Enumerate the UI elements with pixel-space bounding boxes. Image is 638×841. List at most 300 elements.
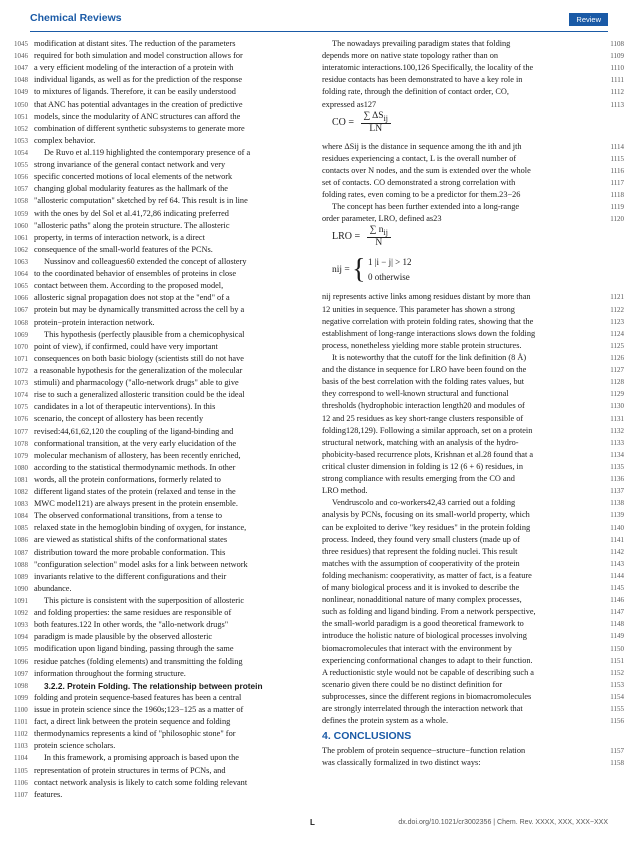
- text-line: [322, 141, 624, 153]
- line-number: 1090: [14, 584, 28, 593]
- line-number: 1109: [610, 52, 624, 61]
- line-number: 1086: [14, 536, 28, 545]
- line-text: set of contacts. CO demonstrated a strong correlation with: [322, 177, 516, 187]
- line-text: In this framework, a promising approach is based upon the: [44, 753, 239, 763]
- text-line: [14, 50, 312, 62]
- text-line: [14, 668, 312, 680]
- line-number: 1063: [14, 257, 28, 266]
- text-line: [322, 522, 624, 534]
- line-number: 1065: [14, 282, 28, 291]
- text-line: [14, 220, 312, 232]
- text-line: [14, 244, 312, 256]
- line-number: 1098: [14, 681, 28, 690]
- text-line: [14, 329, 312, 341]
- line-number: 1143: [610, 559, 624, 568]
- line-text: where ΔSij is the distance in sequence among the ith and jth: [322, 141, 522, 151]
- line-number: 1072: [14, 366, 28, 375]
- line-text: features.: [34, 789, 63, 799]
- line-text: This hypothesis (perfectly plausible from a chemicophysical: [44, 329, 245, 339]
- line-number: 1068: [14, 318, 28, 327]
- text-line: [14, 135, 312, 147]
- text-line: [322, 461, 624, 473]
- line-text: stimuli) and pharmacology ("allo-network drugs" able to give: [34, 378, 239, 388]
- line-text: consequences on both basic biology (scientists still do not have: [34, 353, 244, 363]
- line-text: contact between them. According to the proposed model,: [34, 281, 224, 291]
- text-line: [14, 377, 312, 389]
- line-text: folding rate, through the definition of contact order, CO,: [322, 87, 509, 97]
- line-text: consequence of the small-world features of the PCNs.: [34, 244, 213, 254]
- line-number: 1087: [14, 548, 28, 557]
- text-line: [322, 437, 624, 449]
- line-text: The concept has been further extended into a long-range: [332, 202, 520, 212]
- text-line: [322, 606, 624, 618]
- text-line: [14, 341, 312, 353]
- line-number: 1157: [610, 747, 624, 756]
- text-line: [14, 522, 312, 534]
- text-line: [322, 400, 624, 412]
- line-text: changing global modularity features as the hallmark of the: [34, 184, 228, 194]
- eq-co-lhs: CO =: [332, 116, 355, 128]
- text-line: [14, 111, 312, 123]
- line-text: folding mechanism: cooperativity, as matter of fact, is a feature: [322, 570, 532, 580]
- line-text: A reductionistic style would not be capable of describing such a: [322, 667, 534, 677]
- line-number: 1146: [610, 596, 624, 605]
- line-text: introduce the holistic nature of biological processes involving: [322, 631, 527, 641]
- line-text: they correspond to well-known structural and functional: [322, 389, 509, 399]
- line-number: 1091: [14, 597, 28, 606]
- line-number: 1137: [610, 487, 624, 496]
- line-text: of many biological process and it is invoked to describe the: [322, 583, 520, 593]
- text-line: [14, 389, 312, 401]
- text-line: [14, 195, 312, 207]
- eq-nij-case-1: 1 |i − j| > 12: [367, 257, 412, 268]
- section-heading-conclusions: 4. CONCLUSIONS: [322, 730, 412, 743]
- line-text: models, since the modularity of ANC structures can afford the: [34, 111, 241, 121]
- line-number: 1057: [14, 185, 28, 194]
- line-text: complex behavior.: [34, 135, 96, 145]
- eq-nij-lhs: nij =: [332, 265, 350, 276]
- line-number: 1115: [610, 154, 624, 163]
- line-number: 1125: [610, 341, 624, 350]
- text-line: [322, 679, 624, 691]
- line-number: 1076: [14, 415, 28, 424]
- text-line: [322, 643, 624, 655]
- line-text: was classically formalized in two distinct ways:: [322, 758, 481, 768]
- line-text: paradigm is made plausible by the observed allosteric: [34, 632, 213, 642]
- right-column: [322, 38, 624, 770]
- line-number: 1156: [610, 717, 624, 726]
- line-text: defines the protein system as a whole.: [322, 716, 449, 726]
- line-number: 1075: [14, 403, 28, 412]
- line-text: basis of the best correlation with the folding rates values, but: [322, 377, 525, 387]
- line-text: LRO method.: [322, 486, 368, 496]
- text-line: [322, 86, 624, 98]
- text-line: [322, 352, 624, 364]
- text-line: [322, 340, 624, 352]
- text-line: [14, 534, 312, 546]
- text-line: [322, 534, 624, 546]
- article-type-badge: Review: [569, 13, 608, 26]
- line-text: thresholds (hydrophobic interaction length20 and modules of: [322, 401, 525, 411]
- line-number: 1074: [14, 391, 28, 400]
- line-number: 1053: [14, 136, 28, 145]
- text-line: [14, 159, 312, 171]
- line-number: 1155: [610, 705, 624, 714]
- line-text: folding rates, even coming to be a predictor for them.23−26: [322, 190, 521, 200]
- line-number: 1151: [610, 656, 624, 665]
- line-number: 1138: [610, 499, 624, 508]
- text-line: [322, 691, 624, 703]
- text-line: [322, 213, 624, 225]
- line-text: folding128,129). Following a similar approach, set on a protein: [322, 425, 533, 435]
- text-line: [14, 462, 312, 474]
- line-number: 1110: [610, 64, 624, 73]
- line-number: 1118: [610, 191, 624, 200]
- line-text: thermodynamics represents a kind of "philosophic stone" for: [34, 729, 236, 739]
- text-line: [322, 364, 624, 376]
- line-text: information throughout the forming structure.: [34, 668, 186, 678]
- line-text: critical cluster dimension in folding is 12 (6 + 6) residues, in: [322, 461, 524, 471]
- line-number: 1069: [14, 330, 28, 339]
- text-line: [14, 692, 312, 704]
- line-text: fact, a direct link between the protein sequence and folding: [34, 717, 231, 727]
- line-number: 1126: [610, 353, 624, 362]
- line-text: nonlinear, nonadditional nature of many complex processes,: [322, 595, 522, 605]
- line-text: experiencing conformational changes to adapt to their function.: [322, 655, 533, 665]
- line-text: the small-world paradigm is a good theoretical framework to: [322, 619, 524, 629]
- text-line: [322, 757, 624, 769]
- line-number: 1112: [610, 88, 624, 97]
- text-line: [14, 631, 312, 643]
- text-line: [14, 38, 312, 50]
- line-text: specific concerted motions of local elements of the network: [34, 172, 233, 182]
- text-line: [322, 558, 624, 570]
- line-number: 1106: [14, 778, 28, 787]
- line-text: point of view), if confirmed, could have very important: [34, 341, 218, 351]
- line-text: required for both simulation and model construction allows for: [34, 51, 243, 61]
- right-text-top: [322, 38, 624, 111]
- line-text: both features.122 In other words, the "allo-network drugs": [34, 620, 229, 630]
- text-line: [14, 680, 312, 692]
- journal-name[interactable]: Chemical Reviews: [30, 12, 122, 24]
- line-number: 1105: [14, 766, 28, 775]
- line-text: to mixtures of ligands. Therefore, it can be easily understood: [34, 87, 236, 97]
- line-text: It is noteworthy that the cutoff for the link definition (8 Å): [332, 352, 527, 362]
- line-text: interatomic interactions.100,126 Specifically, the locality of the: [322, 63, 534, 73]
- line-number: 1136: [610, 475, 624, 484]
- line-text: combination of different synthetic subsystems to generate more: [34, 123, 245, 133]
- text-line: [322, 745, 624, 757]
- text-line: [322, 703, 624, 715]
- line-number: 1073: [14, 379, 28, 388]
- text-line: [322, 50, 624, 62]
- line-number: 1114: [610, 142, 624, 151]
- line-number: 1132: [610, 426, 624, 435]
- line-text: folding and protein sequence-based features has been a central: [34, 692, 242, 702]
- line-number: 1102: [14, 730, 28, 739]
- text-line: [14, 559, 312, 571]
- line-number: 1142: [610, 547, 624, 556]
- text-line: [322, 497, 624, 509]
- line-number: 1089: [14, 572, 28, 581]
- equation-lro: [322, 225, 624, 255]
- text-line: [14, 740, 312, 752]
- line-text: are viewed as statistical shifts of the conformational states: [34, 535, 228, 545]
- text-line: [322, 449, 624, 461]
- text-line: [322, 509, 624, 521]
- text-line: [14, 256, 312, 268]
- text-line: [14, 704, 312, 716]
- line-number: 1108: [610, 40, 624, 48]
- text-line: [14, 789, 312, 801]
- eq-lro-numerator: ∑ n: [369, 225, 384, 236]
- line-number: 1149: [610, 632, 624, 641]
- text-line: [14, 123, 312, 135]
- line-text: strong compliance with results emerging from the CO and: [322, 474, 515, 484]
- text-line: [14, 450, 312, 462]
- eq-co-denominator: LN: [369, 123, 383, 134]
- line-text: invariants relative to the different configurations and their: [34, 571, 227, 581]
- line-number: 1050: [14, 100, 28, 109]
- line-text: order parameter, LRO, defined as23: [322, 214, 442, 224]
- line-text: allosteric signal propagation does not stop at the "end" of a: [34, 293, 230, 303]
- text-line: [322, 582, 624, 594]
- text-line: [322, 376, 624, 388]
- line-number: 1045: [14, 40, 28, 48]
- line-text: Nussinov and colleagues60 extended the concept of allostery: [44, 256, 247, 266]
- line-number: 1113: [610, 100, 624, 109]
- line-number: 1084: [14, 512, 28, 521]
- text-line: [14, 438, 312, 450]
- line-number: 1080: [14, 463, 28, 472]
- line-text: "configuration selection" model asks for a link between network: [34, 559, 248, 569]
- eq-lro-sub: ij: [383, 228, 388, 238]
- line-text: revised:44,61,62,120 the coupling of the ligand-binding and: [34, 426, 234, 436]
- line-number: 1104: [14, 754, 28, 763]
- line-number: 1120: [610, 215, 624, 224]
- line-text: MWC model121) are always present in the protein ensemble.: [34, 499, 238, 509]
- line-text: to the coordinated behavior of ensembles of proteins in close: [34, 269, 237, 279]
- line-number: 1095: [14, 645, 28, 654]
- line-text: 12 and 25 residues as key short-range clusters responsible of: [322, 413, 524, 423]
- line-number: 1131: [610, 414, 624, 423]
- line-number: 1141: [610, 535, 624, 544]
- line-number: 1081: [14, 475, 28, 484]
- line-text: and the distance in sequence for LRO have been found on the: [322, 365, 527, 375]
- line-text: different ligand states of the protein (relaxed and tense in the: [34, 487, 236, 497]
- line-number: 1139: [610, 511, 624, 520]
- line-text: modification at distant sites. The reduction of the parameters: [34, 39, 236, 48]
- text-line: [14, 62, 312, 74]
- text-line: [14, 583, 312, 595]
- line-text: scenario given there could be no distinct definition for: [322, 679, 503, 689]
- line-text: with the ones by del Sol et al.41,72,86 indicating preferred: [34, 208, 229, 218]
- brace-glyph: {: [352, 254, 366, 286]
- doi-link[interactable]: dx.doi.org/10.1021/cr3002356 | Chem. Rev. XXXX, XXX, XXX−XXX: [398, 819, 608, 826]
- line-text: This picture is consistent with the superposition of allosteric: [44, 596, 245, 606]
- line-text: such as folding and ligand binding. From a network perspective,: [322, 607, 536, 617]
- line-text: property, in terms of interaction network, is a direct: [34, 232, 205, 242]
- text-line: [14, 86, 312, 98]
- text-line: [322, 189, 624, 201]
- text-line: [14, 486, 312, 498]
- line-number: 1077: [14, 427, 28, 436]
- line-number: 1047: [14, 64, 28, 73]
- line-number: 1154: [610, 693, 624, 702]
- text-line: [14, 716, 312, 728]
- line-text: structural network, matching with an analysis of the hydro-: [322, 437, 519, 447]
- text-line: [14, 268, 312, 280]
- line-text: rise to such a generalized allosteric transition could be the ideal: [34, 390, 245, 400]
- text-line: [14, 426, 312, 438]
- line-text: De Ruvo et al.119 highlighted the contemporary presence of a: [44, 147, 251, 157]
- line-number: 1071: [14, 354, 28, 363]
- text-line: [322, 153, 624, 165]
- eq-lro-fraction: [367, 225, 391, 248]
- line-text: that ANC has potential advantages in the creation of predictive: [34, 99, 243, 109]
- text-line: [14, 607, 312, 619]
- eq-lro-lhs: LRO =: [332, 231, 361, 243]
- line-number: 1096: [14, 657, 28, 666]
- text-line: [14, 147, 312, 159]
- line-number: 1127: [610, 366, 624, 375]
- line-number: 1158: [610, 759, 624, 768]
- text-line: [322, 74, 624, 86]
- text-line: [14, 752, 312, 764]
- line-number: 1111: [610, 76, 624, 85]
- text-line: [322, 177, 624, 189]
- line-text: strong invariance of the general contact network and very: [34, 160, 226, 170]
- line-text: Vendruscolo and co-workers42,43 carried out a folding: [332, 498, 516, 508]
- text-line: [14, 728, 312, 740]
- line-number: 1140: [610, 523, 624, 532]
- line-text: a reasonable hypothesis for the generalization of the molecular: [34, 365, 243, 375]
- line-text: 3.2.2. Protein Folding. The relationship between protein: [44, 680, 263, 691]
- page-footer: [30, 818, 608, 832]
- line-number: 1056: [14, 173, 28, 182]
- line-number: 1055: [14, 161, 28, 170]
- text-line: [14, 474, 312, 486]
- line-number: 1135: [610, 462, 624, 471]
- line-number: 1049: [14, 88, 28, 97]
- text-line: [14, 365, 312, 377]
- text-line: [322, 165, 624, 177]
- left-text-lines: [14, 38, 312, 801]
- line-text: conformational transition, at the very early elucidation of the: [34, 438, 237, 448]
- text-line: [322, 291, 624, 303]
- line-text: residue patches (folding elements) and transmitting the folding: [34, 656, 243, 666]
- line-number: 1079: [14, 451, 28, 460]
- text-line: [322, 667, 624, 679]
- text-line: [322, 594, 624, 606]
- line-number: 1078: [14, 439, 28, 448]
- line-number: 1145: [610, 584, 624, 593]
- text-line: [322, 62, 624, 74]
- text-line: [14, 595, 312, 607]
- line-number: 1119: [610, 203, 624, 212]
- line-text: protein science scholars.: [34, 741, 116, 751]
- text-line: [322, 328, 624, 340]
- line-number: 1066: [14, 294, 28, 303]
- line-number: 1129: [610, 390, 624, 399]
- line-number: 1062: [14, 245, 28, 254]
- line-number: 1097: [14, 669, 28, 678]
- line-number: 1133: [610, 438, 624, 447]
- line-text: candidates in a lot of therapeutic interventions). In this: [34, 402, 216, 412]
- line-number: 1101: [14, 718, 28, 727]
- text-line: [14, 643, 312, 655]
- line-text: residue contacts has been demonstrated to have a key role in: [322, 75, 523, 85]
- line-number: 1064: [14, 270, 28, 279]
- text-line: [322, 630, 624, 642]
- text-line: [322, 413, 624, 425]
- right-text-end: [322, 745, 624, 769]
- text-line: [14, 571, 312, 583]
- line-text: The problem of protein sequence−structure−function relation: [322, 746, 526, 756]
- line-text: molecular mechanism of allostery, has been recently enriched,: [34, 450, 241, 460]
- line-number: 1052: [14, 124, 28, 133]
- right-text-bottom: [322, 291, 624, 727]
- text-line: [14, 656, 312, 668]
- text-line: [322, 655, 624, 667]
- line-text: according to the statistical thermodynamic methods. In other: [34, 462, 236, 472]
- line-text: expressed as127: [322, 99, 377, 109]
- left-column: [14, 38, 312, 801]
- line-number: 1085: [14, 524, 28, 533]
- eq-co-sub: ij: [383, 113, 388, 123]
- eq-lro-denominator: N: [375, 238, 383, 249]
- line-number: 1061: [14, 233, 28, 242]
- text-line: [14, 99, 312, 111]
- equation-nij: [322, 255, 624, 291]
- line-text: abundance.: [34, 583, 72, 593]
- line-number: 1152: [610, 668, 624, 677]
- text-line: [322, 304, 624, 316]
- line-number: 1134: [610, 450, 624, 459]
- text-line: [14, 510, 312, 522]
- line-number: 1121: [610, 293, 624, 302]
- line-text: scenario, the concept of allostery has been recently: [34, 414, 204, 424]
- eq-nij-case-2: 0 otherwise: [367, 272, 410, 283]
- text-line: [14, 74, 312, 86]
- line-number: 1060: [14, 221, 28, 230]
- line-text: contact network analysis is likely to catch some folding relevant: [34, 777, 248, 787]
- text-line: [14, 171, 312, 183]
- line-number: 1130: [610, 402, 624, 411]
- line-text: phobicity-based recurrence plots, Krishnan et al.28 found that a: [322, 449, 534, 459]
- line-text: can be exploited to derive "key residues" in the protein folding: [322, 522, 531, 532]
- line-text: residues experiencing a contact, L is the overall number of: [322, 153, 517, 163]
- line-number: 1094: [14, 633, 28, 642]
- line-number: 1054: [14, 148, 28, 157]
- line-number: 1082: [14, 488, 28, 497]
- line-number: 1128: [610, 378, 624, 387]
- line-text: "allosteric paths" along the protein structure. The allosteric: [34, 220, 230, 230]
- line-number: 1144: [610, 571, 624, 580]
- line-text: protein−protein interaction network.: [34, 317, 155, 327]
- line-text: words, all the protein conformations, formerly related to: [34, 474, 221, 484]
- line-text: representation of protein structures in terms of PCNs, and: [34, 765, 226, 775]
- line-text: a very efficient modeling of the interaction of a protein with: [34, 63, 234, 73]
- text-line: [322, 425, 624, 437]
- equation-contact-order: [322, 111, 624, 141]
- line-text: establishment of long-range interactions slows down the folding: [322, 328, 536, 338]
- line-number: 1088: [14, 560, 28, 569]
- line-number: 1148: [610, 620, 624, 629]
- line-number: 1099: [14, 693, 28, 702]
- line-number: 1092: [14, 609, 28, 618]
- eq-co-fraction: [361, 111, 391, 134]
